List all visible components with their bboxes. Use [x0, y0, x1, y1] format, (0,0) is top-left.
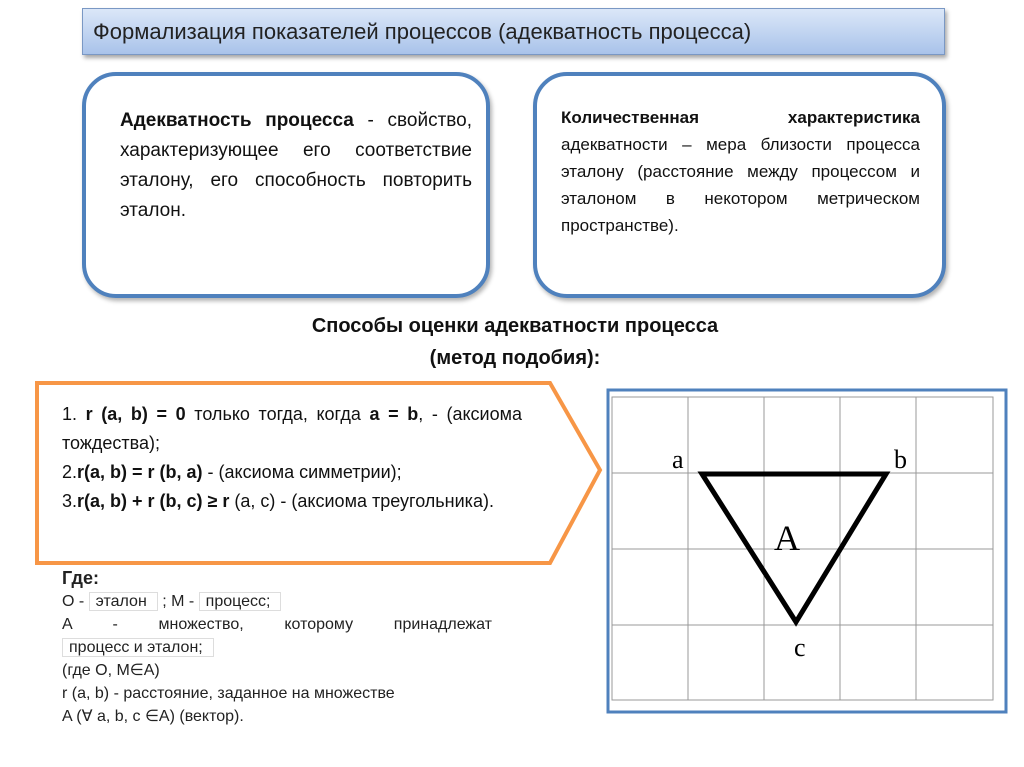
adequacy-definition [120, 106, 472, 226]
axiom-symmetry [62, 458, 522, 487]
term: Адекватность процесса [120, 110, 354, 131]
heading-line-1: Способы оценки адекватности процесса [311, 315, 719, 337]
vertex-c-label: c [794, 633, 806, 662]
text-segment: , - (аксиома тождества); [62, 404, 523, 453]
axiom-triangle [62, 487, 522, 516]
definition-text: - свойство, характеризующее его соответствие эталону, его способность повторить эталон. [120, 110, 472, 221]
where-legend [62, 567, 492, 728]
set-A-label: A [774, 518, 800, 558]
axiom-identity [62, 400, 522, 458]
adequacy-definition-box [82, 72, 490, 298]
legend-line: A - множество, которому принадлежат [62, 616, 492, 633]
triangle-diagram [606, 388, 1008, 714]
legend-line: (где O, M∈A) [62, 662, 160, 679]
slide-title: Формализация показателей процессов (адекватность процесса) [82, 8, 945, 55]
vertex-b-label: b [894, 445, 907, 474]
text-segment: 3. [62, 491, 78, 511]
legend-line [62, 636, 492, 659]
legend-line: A (∀ a, b, c ∈A) (вектор). [62, 708, 244, 725]
text-segment: процесс; [199, 592, 282, 611]
quantitative-definition [561, 104, 920, 239]
text-segment: только тогда, когда [185, 404, 370, 424]
term: Количественная характеристика [561, 108, 920, 127]
text-segment: (a, c) - (аксиома треугольника). [229, 491, 494, 511]
heading-line-2: (метод подобия): [429, 347, 601, 369]
methods-heading [220, 310, 810, 374]
text-segment: - (аксиома симметрии); [202, 462, 402, 482]
text-segment: 1. [62, 404, 86, 424]
where-label: Где: [62, 568, 99, 588]
text-segment: r(a, b) = r (b, a) [77, 462, 203, 482]
text-segment: эталон [89, 592, 158, 611]
text-segment: r(a, b) + r (b, c) ≥ r [77, 491, 230, 511]
text-segment: процесс и эталон; [62, 638, 214, 657]
legend-line [62, 590, 492, 613]
definition-text: адекватности – мера близости процесса эталону (расстояние между процессом и эталоном в некотором метрическом пространстве). [561, 135, 920, 235]
quantitative-characteristic-box [533, 72, 946, 298]
text-segment: 2. [62, 462, 78, 482]
diagram-frame [608, 390, 1006, 712]
axioms-list [62, 400, 522, 516]
text-segment: a = b [369, 404, 419, 424]
text-segment: r (a, b) = 0 [85, 404, 186, 424]
text-segment: O - [62, 593, 89, 610]
vertex-a-label: a [672, 445, 684, 474]
legend-line: r (a, b) - расстояние, заданное на множестве [62, 685, 395, 702]
text-segment: ; M - [157, 593, 199, 610]
